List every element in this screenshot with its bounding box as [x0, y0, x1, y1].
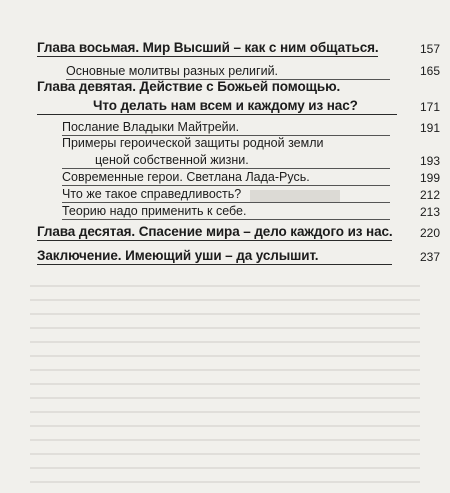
toc-title: Современные герои. Светлана Лада-Русь. [62, 170, 310, 184]
toc-title: Глава десятая. Спасение мира – дело каждого из нас. [37, 224, 393, 239]
toc-page-number: 157 [419, 42, 440, 56]
toc-title-continued: ценой собственной жизни. [95, 153, 249, 167]
toc-entry-section-theory[interactable] [62, 204, 247, 218]
toc-leader-rule [37, 114, 397, 115]
toc-title: Глава восьмая. Мир Высший – как с ним общаться. [37, 40, 379, 55]
toc-leader-rule [37, 264, 392, 265]
toc-page-number: 237 [419, 250, 440, 264]
toc-entry-conclusion[interactable] [37, 248, 318, 263]
toc-page-number: 213 [419, 205, 440, 219]
toc-entry-chapter-10[interactable] [37, 224, 393, 239]
toc-entry-section-modern-heroes[interactable] [62, 170, 310, 184]
toc-title: Примеры героической защиты родной земли [62, 136, 324, 150]
toc-leader-rule [37, 56, 378, 57]
toc-entry-chapter-9-line-2 [93, 98, 358, 113]
toc-entry-section-prayers[interactable] [66, 64, 278, 78]
toc-entry-section-heroic-examples-line-2 [95, 153, 249, 167]
toc-page-number: 199 [419, 171, 440, 185]
toc-page-number: 171 [419, 100, 440, 114]
toc-page-number: 193 [419, 154, 440, 168]
toc-title: Глава девятая. Действие с Божьей помощью. [37, 79, 341, 94]
toc-title: Теорию надо применить к себе. [62, 204, 247, 218]
toc-leader-rule [62, 219, 390, 220]
toc-entry-section-justice[interactable] [62, 187, 241, 201]
toc-title-continued: Что делать нам всем и каждому из нас? [93, 98, 358, 113]
toc-page-number: 165 [419, 64, 440, 78]
toc-page-number: 220 [419, 226, 440, 240]
toc-title: Что же такое справедливость? [62, 187, 242, 201]
toc-title: Заключение. Имеющий уши – да услышит. [37, 248, 319, 263]
toc-leader-rule [62, 185, 390, 186]
toc-leader-rule [62, 202, 390, 203]
toc-title: Послание Владыки Майтрейи. [62, 120, 240, 134]
toc-entry-chapter-9[interactable] [37, 79, 340, 94]
toc-leader-rule [37, 240, 392, 241]
toc-entry-section-message[interactable] [62, 120, 239, 134]
toc-entry-chapter-8[interactable] [37, 40, 379, 55]
toc-page-number: 212 [419, 188, 440, 202]
toc-title: Основные молитвы разных религий. [66, 64, 279, 78]
toc-leader-rule [62, 168, 390, 169]
toc-entry-section-heroic-examples[interactable] [62, 136, 324, 150]
toc-page-number: 191 [419, 121, 440, 135]
